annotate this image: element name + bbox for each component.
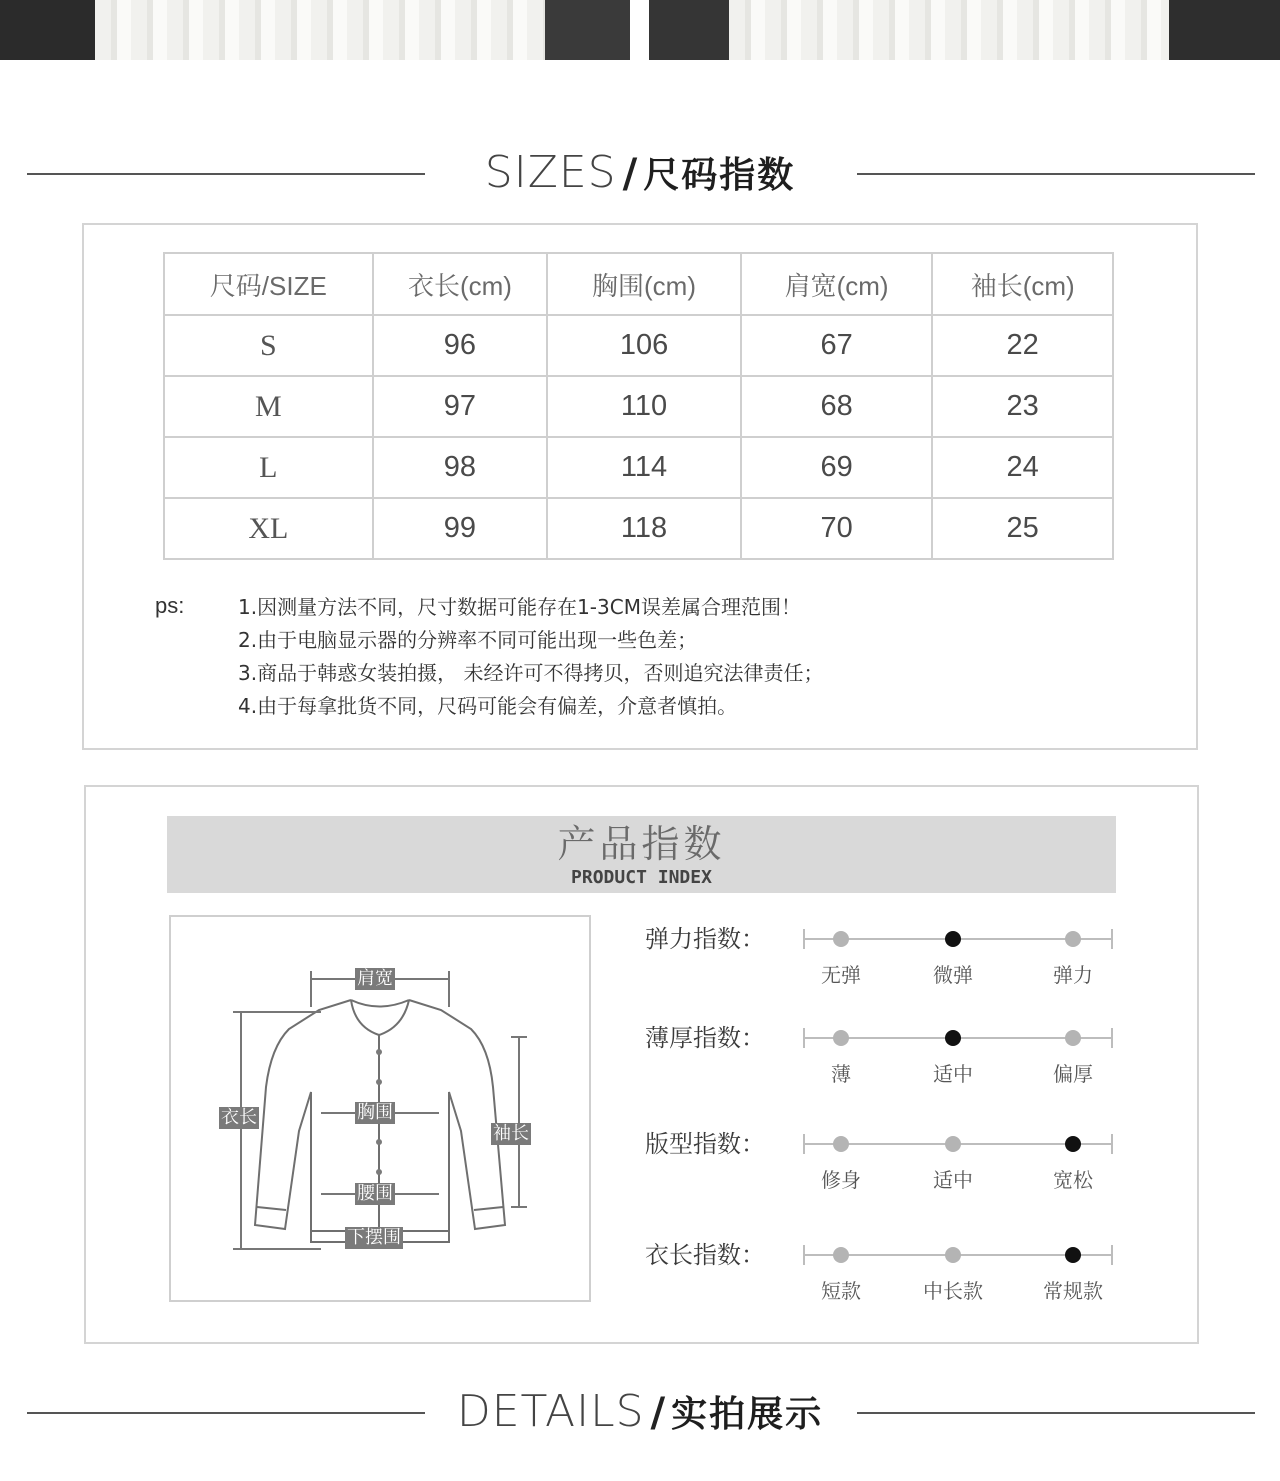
shoulder-cell: 70 xyxy=(741,498,933,559)
product-index-title-en: PRODUCT INDEX xyxy=(571,867,712,888)
label-hem: 下摆围 xyxy=(347,1227,401,1248)
index-dot-selected xyxy=(1065,1247,1081,1263)
header-size: 尺码/SIZE xyxy=(164,253,373,315)
header-shoulder: 肩宽(cm) xyxy=(741,253,933,315)
label-shoulder: 肩宽 xyxy=(357,968,393,989)
index-dot xyxy=(833,931,849,947)
table-row xyxy=(164,498,1113,559)
details-title-slash: / xyxy=(650,1390,666,1436)
sleeve-cell: 22 xyxy=(932,315,1113,376)
index-row xyxy=(645,1237,1125,1307)
table-row xyxy=(164,437,1113,498)
notes-list xyxy=(238,591,823,723)
note-item: 1.因测量方法不同，尺寸数据可能存在1-3CM误差属合理范围！ xyxy=(238,595,801,619)
size-cell: M xyxy=(164,376,373,437)
table-row xyxy=(164,315,1113,376)
shoulder-cell: 68 xyxy=(741,376,933,437)
chest-cell: 106 xyxy=(547,315,741,376)
index-dot xyxy=(1065,931,1081,947)
length-cell: 98 xyxy=(373,437,548,498)
details-title-cn: 实拍展示 xyxy=(671,1394,824,1435)
sizes-title-en: SIZES xyxy=(484,147,617,198)
chest-cell: 114 xyxy=(547,437,741,498)
chest-cell: 118 xyxy=(547,498,741,559)
note-item: 4.由于每拿批货不同，尺码可能会有偏差，介意者慎拍。 xyxy=(238,694,738,718)
shoulder-cell: 67 xyxy=(741,315,933,376)
length-cell: 99 xyxy=(373,498,548,559)
index-dot-selected xyxy=(1065,1136,1081,1152)
index-dot-selected xyxy=(945,931,961,947)
track-start-cap xyxy=(803,1028,805,1048)
sizes-title-slash: / xyxy=(622,151,638,197)
sizes-title-cn: 尺码指数 xyxy=(643,155,796,196)
index-option-label: 薄 xyxy=(831,1062,851,1086)
length-cell: 97 xyxy=(373,376,548,437)
track-end-cap xyxy=(1111,1245,1113,1265)
index-option-label: 修身 xyxy=(821,1168,861,1192)
index-option-label: 无弹 xyxy=(821,963,861,987)
product-index-title-cn: 产品指数 xyxy=(557,822,726,866)
track-end-cap xyxy=(1111,1134,1113,1154)
index-option-label: 宽松 xyxy=(1053,1168,1093,1192)
index-label: 版型指数： xyxy=(645,1130,765,1158)
index-dot xyxy=(945,1247,961,1263)
track-start-cap xyxy=(803,929,805,949)
index-option-label: 短款 xyxy=(821,1279,861,1303)
sleeve-cell: 24 xyxy=(932,437,1113,498)
index-option-label: 偏厚 xyxy=(1053,1062,1093,1086)
garment-diagram xyxy=(169,915,591,1302)
label-waist: 腰围 xyxy=(357,1183,393,1204)
product-index-header xyxy=(167,816,1116,893)
sleeve-cell: 23 xyxy=(932,376,1113,437)
details-section-title xyxy=(0,1384,1280,1444)
index-label: 弹力指数： xyxy=(645,925,765,953)
index-dot xyxy=(1065,1030,1081,1046)
shoulder-cell: 69 xyxy=(741,437,933,498)
index-option-label: 适中 xyxy=(933,1062,973,1086)
index-option-label: 微弹 xyxy=(933,963,973,987)
index-label: 薄厚指数： xyxy=(645,1024,765,1052)
header-chest: 胸围(cm) xyxy=(547,253,741,315)
sleeve-cell: 25 xyxy=(932,498,1113,559)
index-option-label: 中长款 xyxy=(923,1279,983,1303)
note-item: 3.商品于韩惑女装拍摄， 未经许可不得拷贝，否则追究法律责任； xyxy=(238,661,824,685)
product-photo-right xyxy=(649,0,1280,60)
size-cell: S xyxy=(164,315,373,376)
notes-label: ps: xyxy=(155,593,185,618)
track-end-cap xyxy=(1111,929,1113,949)
index-dot xyxy=(945,1136,961,1152)
header-sleeve: 袖长(cm) xyxy=(932,253,1113,315)
index-row xyxy=(645,1020,1125,1090)
size-cell: XL xyxy=(164,498,373,559)
label-chest: 胸围 xyxy=(357,1102,393,1123)
index-option-label: 适中 xyxy=(933,1168,973,1192)
details-title-en: DETAILS xyxy=(456,1386,645,1437)
index-option-label: 常规款 xyxy=(1043,1279,1103,1303)
size-table-header-row xyxy=(164,253,1113,315)
index-row xyxy=(645,921,1125,991)
product-photo-left xyxy=(0,0,630,60)
track-start-cap xyxy=(803,1134,805,1154)
index-row xyxy=(645,1126,1125,1196)
table-row xyxy=(164,376,1113,437)
length-cell: 96 xyxy=(373,315,548,376)
index-dot xyxy=(833,1030,849,1046)
sizes-section-title xyxy=(0,145,1280,205)
track-start-cap xyxy=(803,1245,805,1265)
index-label: 衣长指数： xyxy=(645,1241,765,1269)
index-dot xyxy=(833,1136,849,1152)
index-dot xyxy=(833,1247,849,1263)
label-length: 衣长 xyxy=(221,1107,257,1128)
size-table xyxy=(163,252,1114,560)
index-dot-selected xyxy=(945,1030,961,1046)
header-length: 衣长(cm) xyxy=(373,253,548,315)
size-cell: L xyxy=(164,437,373,498)
label-sleeve: 袖长 xyxy=(493,1123,529,1144)
track-end-cap xyxy=(1111,1028,1113,1048)
chest-cell: 110 xyxy=(547,376,741,437)
index-option-label: 弹力 xyxy=(1053,963,1093,987)
note-item: 2.由于电脑显示器的分辨率不同可能出现一些色差； xyxy=(238,628,698,652)
